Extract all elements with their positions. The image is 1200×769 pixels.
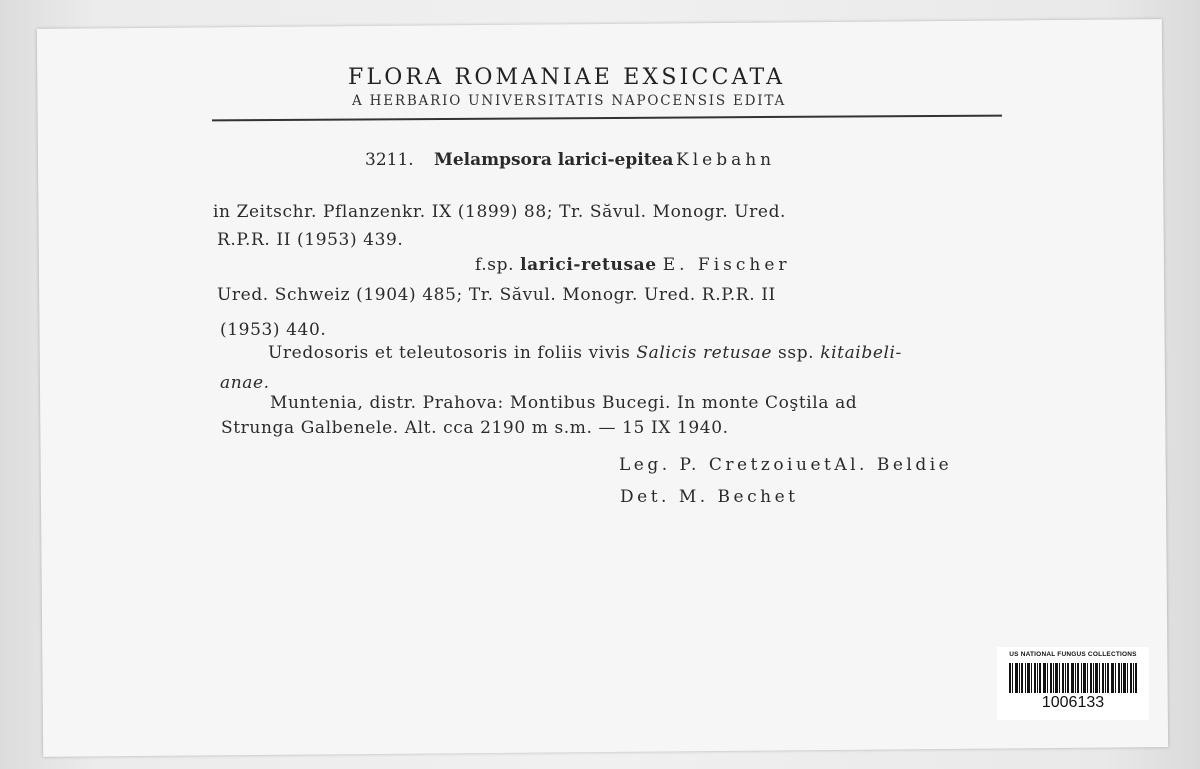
fsp-author: E. Fischer xyxy=(662,255,791,275)
species-author: Klebahn xyxy=(676,150,776,170)
host-line-continued: anae. xyxy=(220,373,270,393)
entry-number: 3211. xyxy=(365,150,414,170)
reference-line-1: in Zeitschr. Pflanzenkr. IX (1899) 88; Tr. Săvul. Monogr. Ured. xyxy=(213,202,787,222)
fsp-name: larici-retusae xyxy=(520,255,657,275)
forma-specialis-line xyxy=(475,255,791,275)
species-name: Melampsora larici-epitea xyxy=(434,150,674,170)
collector-line: Leg. P. CretzoiuetAl. Beldie xyxy=(619,455,953,475)
host-species: Salicis retusae xyxy=(636,343,773,363)
barcode-number: 1006133 xyxy=(1041,694,1105,711)
series-subtitle: A HERBARIO UNIVERSITATIS NAPOCENSIS EDITA xyxy=(352,93,787,109)
reference-line-4: (1953) 440. xyxy=(220,320,327,340)
barcode-sticker xyxy=(997,647,1149,720)
host-subspecies: kitaibeli- xyxy=(820,343,902,363)
reference-line-3: Ured. Schweiz (1904) 485; Tr. Săvul. Monogr. Ured. R.P.R. II xyxy=(217,285,776,305)
locality-line-1: Muntenia, distr. Prahova: Montibus Bucegi. In monte Coştila ad xyxy=(270,393,858,413)
determiner-line: Det. M. Bechet xyxy=(620,487,799,507)
host-line xyxy=(268,343,902,363)
host-text-a: Uredosoris et teleutosoris in foliis vivis xyxy=(268,343,637,363)
barcode-icon xyxy=(1009,663,1137,693)
barcode-collection-label: US NATIONAL FUNGUS COLLECTIONS xyxy=(1009,651,1137,658)
reference-line-2: R.P.R. II (1953) 439. xyxy=(217,230,404,250)
fsp-prefix: f.sp. xyxy=(475,255,515,275)
series-title: FLORA ROMANIAE EXSICCATA xyxy=(348,65,786,90)
host-text-c: ssp. xyxy=(772,343,821,363)
locality-line-2: Strunga Galbenele. Alt. cca 2190 m s.m. — 15 IX 1940. xyxy=(221,418,729,438)
